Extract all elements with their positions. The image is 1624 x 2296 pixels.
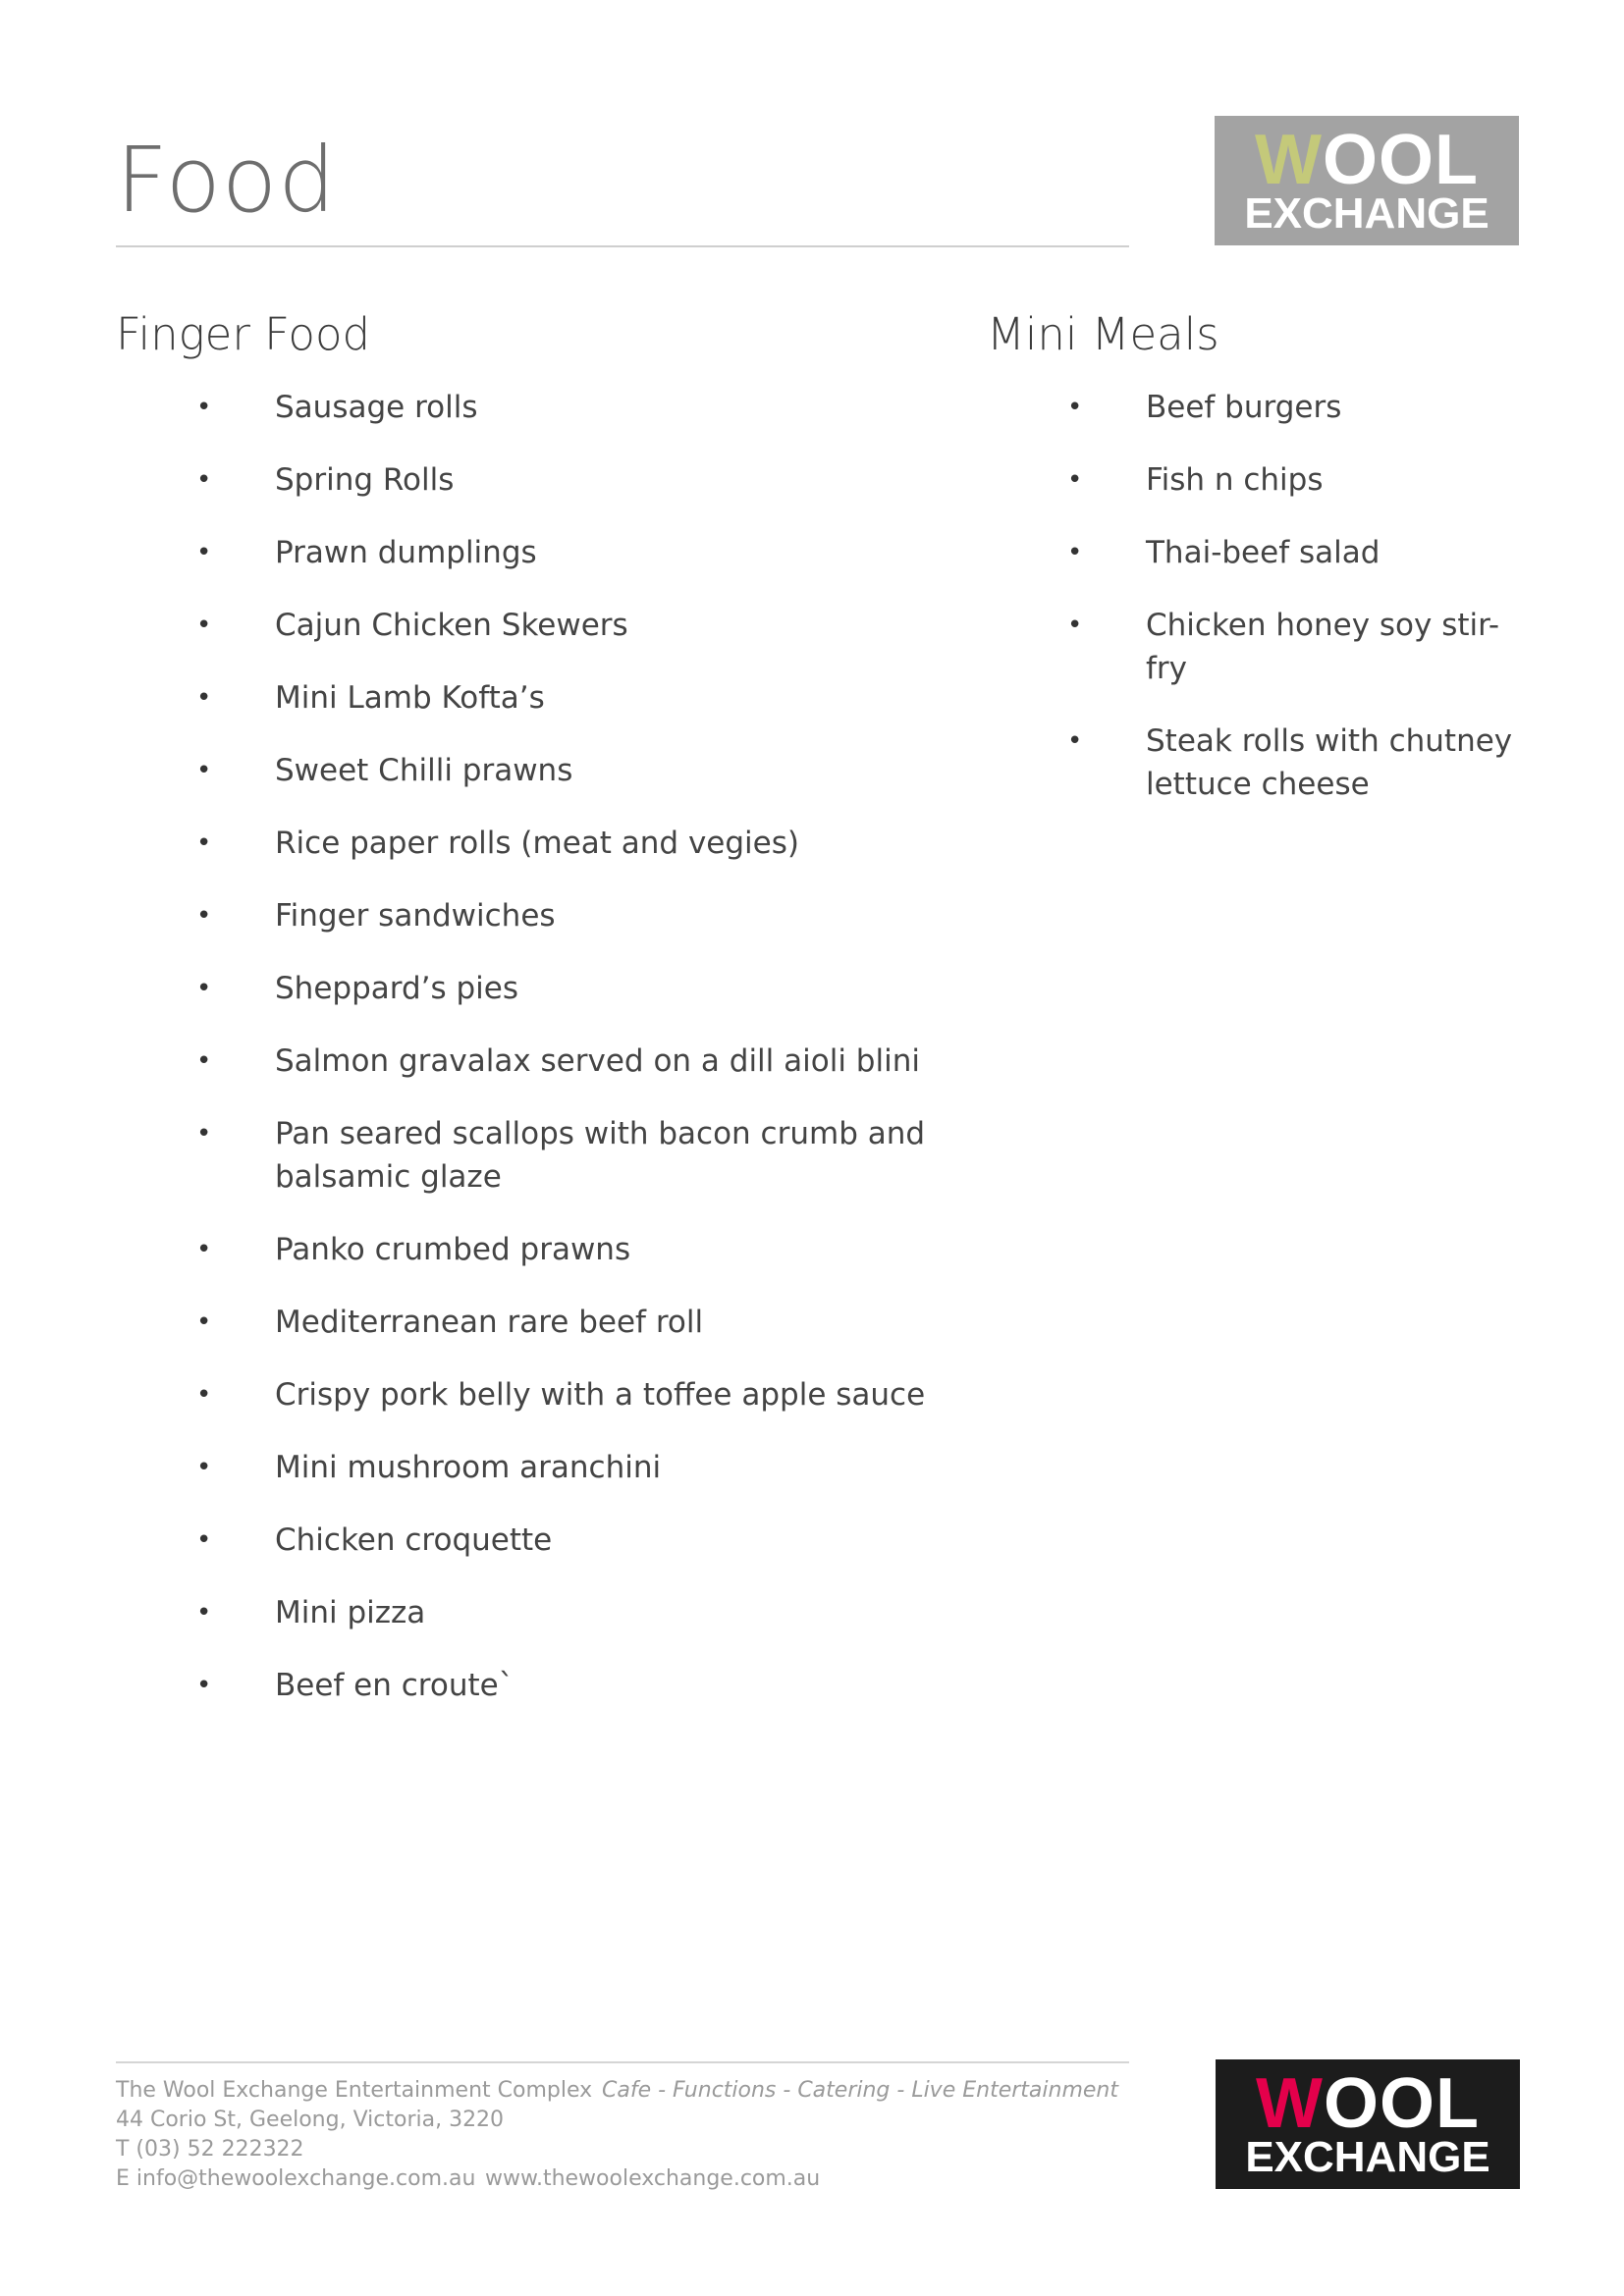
list-item-label: Mini mushroom aranchini (275, 1449, 662, 1485)
mini-meals-section (987, 306, 1537, 835)
finger-food-heading: Finger Food (116, 308, 371, 360)
list-item-label: Beef burgers (1146, 389, 1342, 425)
list-item-label: Mini pizza (275, 1594, 426, 1630)
mini-meals-heading: Mini Meals (987, 308, 1219, 360)
bullet-icon: • (196, 1670, 212, 1700)
bullet-icon: • (196, 828, 212, 858)
list-item (116, 1040, 1000, 1083)
list-item (987, 720, 1537, 806)
mini-meals-list (987, 386, 1537, 806)
bullet-icon: • (1067, 392, 1083, 422)
bullet-icon: • (196, 682, 212, 713)
footer-company: The Wool Exchange Entertainment Complex (116, 2078, 593, 2103)
page-title: Food (116, 128, 337, 233)
bullet-icon: • (196, 392, 212, 422)
list-item-label: Chicken croquette (275, 1522, 553, 1558)
bullet-icon: • (196, 755, 212, 785)
list-item-label: Rice paper rolls (meat and vegies) (275, 825, 799, 861)
bullet-icon: • (196, 1597, 212, 1628)
logo-accent-letter: W (1255, 120, 1323, 199)
list-item-label: Thai-beef salad (1146, 534, 1380, 570)
bullet-icon: • (196, 1524, 212, 1555)
bullet-icon: • (1067, 464, 1083, 495)
bullet-icon: • (196, 537, 212, 567)
list-item (116, 822, 1000, 865)
footer-tagline: Cafe - Functions - Catering - Live Entertainment (602, 2078, 1118, 2103)
logo-line1: OOL (1323, 2063, 1480, 2143)
logo-line2: EXCHANGE (1244, 189, 1489, 239)
list-item (116, 604, 1000, 647)
list-item-label: Prawn dumplings (275, 534, 537, 570)
wool-exchange-logo-top (1215, 116, 1519, 245)
logo-line2: EXCHANGE (1245, 2133, 1490, 2182)
finger-food-list (116, 386, 1000, 1707)
list-item-label: Sheppard’s pies (275, 970, 518, 1006)
list-item-label: Crispy pork belly with a toffee apple sauce (275, 1376, 926, 1413)
bullet-icon: • (196, 900, 212, 931)
logo-accent-letter: W (1256, 2063, 1324, 2143)
finger-food-section (116, 306, 1000, 1736)
title-divider (116, 245, 1129, 247)
list-item-label: Spring Rolls (275, 461, 455, 498)
footer-address: 44 Corio St, Geelong, Victoria, 3220 (116, 2108, 505, 2132)
list-item-label: Mediterranean rare beef roll (275, 1304, 704, 1340)
list-item-label: Fish n chips (1146, 461, 1324, 498)
list-item-label: Pan seared scallops with bacon crumb and balsamic glaze (275, 1115, 926, 1195)
list-item-label: Sausage rolls (275, 389, 478, 425)
list-item (116, 386, 1000, 429)
bullet-icon: • (196, 973, 212, 1003)
footer (116, 2076, 1118, 2194)
bullet-icon: • (196, 1379, 212, 1410)
bullet-icon: • (1067, 610, 1083, 640)
bullet-icon: • (196, 1234, 212, 1264)
wool-exchange-logo-bottom (1216, 2059, 1520, 2189)
list-item (116, 531, 1000, 574)
bullet-icon: • (1067, 537, 1083, 567)
list-item-label: Salmon gravalax served on a dill aioli blini (275, 1042, 920, 1079)
bullet-icon: • (1067, 725, 1083, 756)
footer-website: www.thewoolexchange.com.au (485, 2166, 821, 2191)
list-item (116, 1373, 1000, 1416)
list-item (987, 531, 1537, 574)
list-item (116, 1519, 1000, 1562)
list-item-label: Panko crumbed prawns (275, 1231, 631, 1267)
list-item-label: Mini Lamb Kofta’s (275, 679, 545, 716)
list-item (116, 1112, 1000, 1199)
list-item-label: Chicken honey soy stir-fry (1146, 607, 1500, 686)
bullet-icon: • (196, 1118, 212, 1148)
bullet-icon: • (196, 610, 212, 640)
list-item (987, 604, 1537, 690)
bullet-icon: • (196, 1045, 212, 1076)
list-item (116, 1228, 1000, 1271)
logo-line1: OOL (1322, 120, 1479, 199)
list-item (987, 386, 1537, 429)
footer-phone: T (03) 52 222322 (116, 2137, 304, 2162)
list-item (116, 1591, 1000, 1634)
bullet-icon: • (196, 1452, 212, 1482)
bullet-icon: • (196, 464, 212, 495)
list-item-label: Steak rolls with chutney lettuce cheese (1146, 722, 1513, 802)
list-item-label: Sweet Chilli prawns (275, 752, 573, 788)
list-item (116, 1664, 1000, 1707)
list-item-label: Beef en croute` (275, 1667, 514, 1703)
list-item (116, 894, 1000, 937)
list-item (116, 676, 1000, 720)
footer-email: E info@thewoolexchange.com.au (116, 2166, 476, 2191)
list-item (116, 967, 1000, 1010)
list-item-label: Finger sandwiches (275, 897, 556, 934)
list-item (116, 1301, 1000, 1344)
list-item (987, 458, 1537, 502)
list-item-label: Cajun Chicken Skewers (275, 607, 628, 643)
footer-divider (116, 2061, 1129, 2063)
bullet-icon: • (196, 1307, 212, 1337)
list-item (116, 458, 1000, 502)
list-item (116, 1446, 1000, 1489)
list-item (116, 749, 1000, 792)
